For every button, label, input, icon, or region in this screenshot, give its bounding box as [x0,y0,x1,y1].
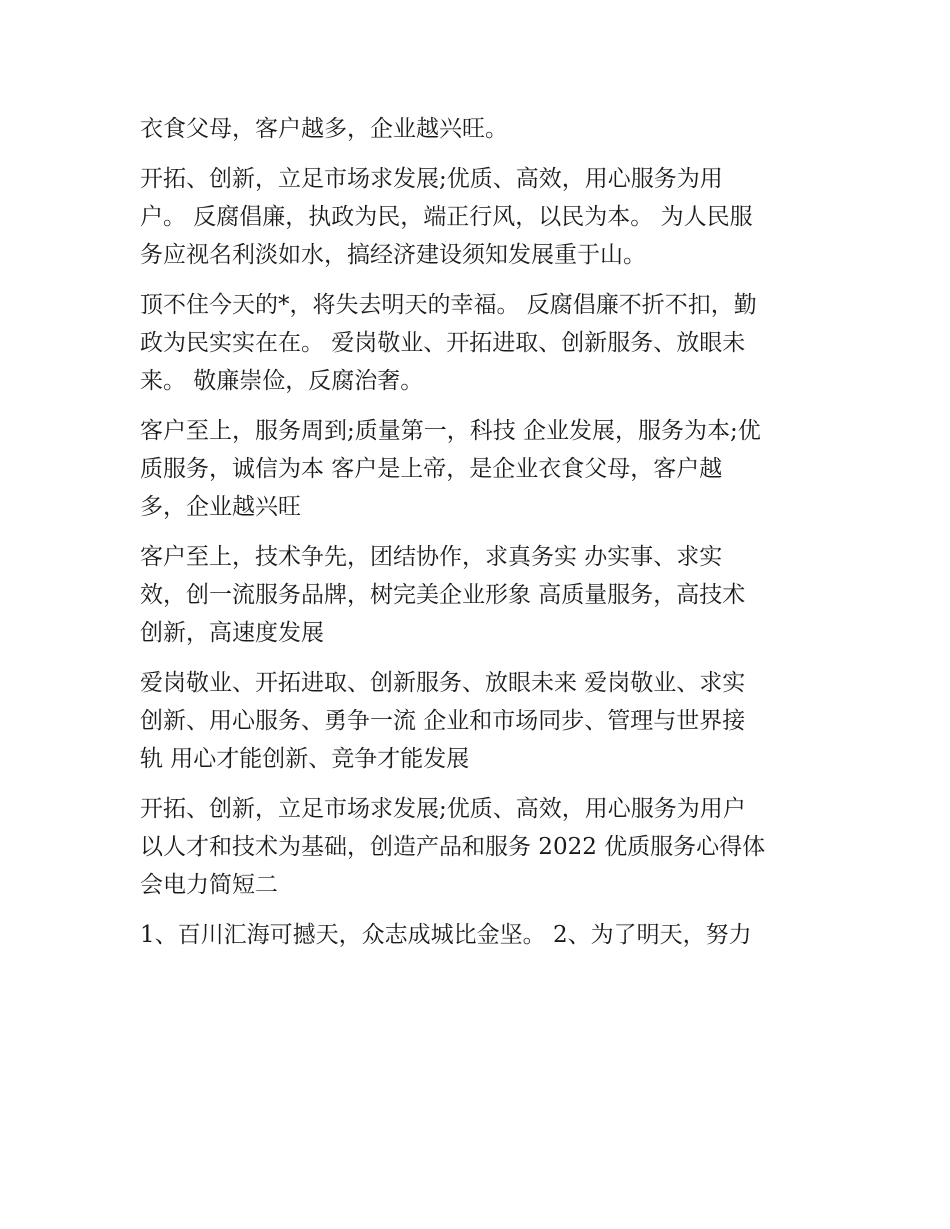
text-line: 衣食父母，客户越多，企业越兴旺。 [140,116,508,142]
text-line: 1、百川汇海可撼天，众志成城比金坚。 2、为了明天，努力 [140,922,752,948]
paragraph [140,916,820,954]
text-line: 质服务，诚信为本 客户是上帝，是企业衣食父母，客户越 [140,456,723,482]
text-line: 客户至上，服务周到;质量第一，科技 企业发展，服务为本;优 [140,418,761,444]
text-line: 轨 用心才能创新、竞争才能发展 [140,746,470,772]
paragraph [140,790,820,904]
text-line: 来。 敬廉崇俭，反腐治奢。 [140,368,424,394]
text-line: 开拓、创新，立足市场求发展;优质、高效，用心服务为用户 [140,796,746,822]
body-text [140,110,820,966]
text-line: 多，企业越兴旺 [140,494,301,520]
paragraph [140,160,820,274]
text-line: 会电力简短二 [140,872,278,898]
text-line: 政为民实实在在。 爱岗敬业、开拓进取、创新服务、放眼未 [140,330,746,356]
text-line: 务应视名利淡如水，搞经济建设须知发展重于山。 [140,242,646,268]
text-line: 爱岗敬业、开拓进取、创新服务、放眼未来 爱岗敬业、求实 [140,670,746,696]
text-line: 创新，高速度发展 [140,620,324,646]
paragraph [140,412,820,526]
paragraph [140,110,820,148]
paragraph [140,664,820,778]
paragraph [140,286,820,400]
text-line: 以人才和技术为基础，创造产品和服务 2022 优质服务心得体 [140,834,766,860]
text-line: 效，创一流服务品牌，树完美企业形象 高质量服务，高技术 [140,582,746,608]
text-line: 开拓、创新，立足市场求发展;优质、高效，用心服务为用 [140,166,723,192]
text-line: 顶不住今天的*，将失去明天的幸福。 反腐倡廉不折不扣，勤 [140,292,757,318]
text-line: 客户至上，技术争先，团结协作，求真务实 办实事、求实 [140,544,723,570]
paragraph [140,538,820,652]
text-line: 户。 反腐倡廉，执政为民，端正行风，以民为本。 为人民服 [140,204,753,230]
text-line: 创新、用心服务、勇争一流 企业和市场同步、管理与世界接 [140,708,746,734]
